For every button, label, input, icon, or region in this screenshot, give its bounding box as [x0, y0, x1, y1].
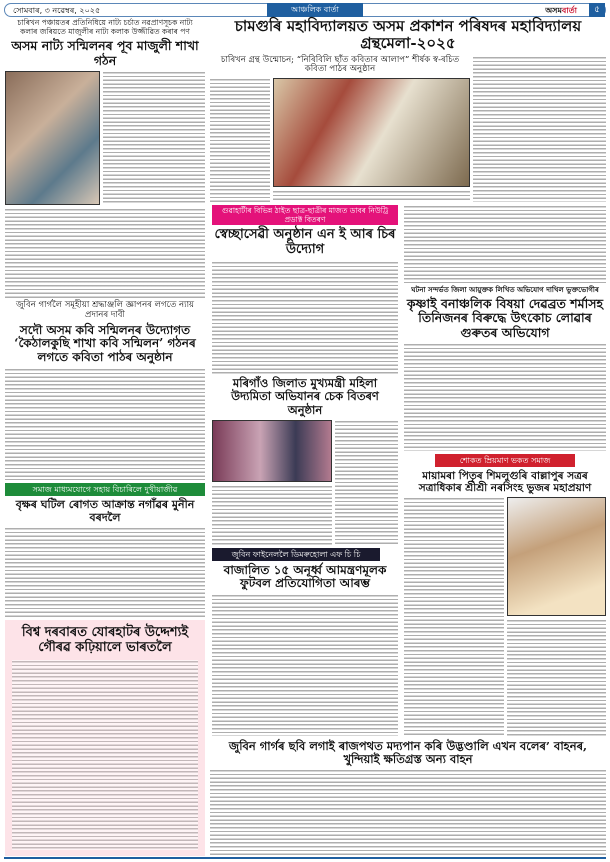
- mahila-body: [335, 420, 398, 545]
- right-column: [404, 205, 606, 736]
- krishnai-body: [404, 343, 606, 451]
- middle-column: [212, 205, 398, 736]
- natya-photo: [5, 71, 100, 205]
- granthamela-inner: [210, 78, 470, 202]
- granthamela-photo-stack: [273, 78, 470, 202]
- natya-body-2: [5, 208, 205, 298]
- mahila-photo: [212, 420, 332, 482]
- mahila-body-2: [212, 485, 332, 545]
- satra-row: [404, 497, 606, 736]
- football-band: জুবিন ফাইনেললৈ ডিমৰুহোলা এফ চি চি: [212, 548, 380, 561]
- mahila-row: [212, 420, 398, 545]
- granthamela-headline: চামগুৰি মহাবিদ্যালয়ত অসম প্ৰকাশন পৰিষদৰ মহাবিদ্যালয় গ্ৰন্থমেলা-২০২৫: [234, 17, 582, 53]
- satra-body-2: [507, 619, 607, 736]
- briksha-band: সমাজ মাধ্যমযোগে সহায় বিচাৰিলে দুখীয়াজীৱ: [5, 483, 205, 496]
- granthamela-body-3: [473, 56, 606, 203]
- natya-row: [5, 71, 205, 205]
- granthamela-body: [210, 78, 270, 202]
- ner-headline: স্বেচ্ছাসেৱী অনুষ্ঠান এন ই আৰ চিৰ উদ্যোগ: [214, 227, 396, 257]
- natya-body: [103, 71, 205, 205]
- krishnai-headline: কৃষ্ণাই বনাঞ্চলিক বিষয়া দেৱব্ৰত শৰ্মাসহ তিনিজনৰ বিৰুদ্ধে উৎকোচ লোৱাৰ গুৰুতৰ অভিযোগ: [406, 296, 604, 340]
- date: সোমবাৰ, ৩ নৱেম্বৰ, ২০২৫: [13, 6, 101, 15]
- satra-headline: মায়ামৰা পিতৃৰ শিমলুগুৰি বাল্লাপুৰ সত্ৰৰ সত্ৰাধিকাৰ শ্ৰীশ্ৰী নৰসিংহ ভুজৰ মহাপ্ৰয়াণ: [418, 469, 592, 494]
- briksha-headline: বৃক্ষৰ ঘটিল ৰোগত আক্ৰান্ত নগাঁৱৰ মুনীন বৰদলৈ: [15, 498, 195, 524]
- ner-band: গুৱাহাটীৰ বিভিন্ন ঠাইত ছাত্ৰ-ছাত্ৰীৰ মাজত ডাবৰ নিউট্ৰি প্ৰডাক্ট বিতৰণ: [212, 205, 398, 225]
- granthamela-subheadline: চাৰিখন গ্ৰন্থ উন্মোচন; “নিৰিবিলি ছাঁত কবিতাৰ আলাপ” শীৰ্ষক স্ব-ৰচিত কবিতা পাঠৰ অনুষ্ঠান: [220, 54, 460, 75]
- madyapan-block: [210, 740, 606, 855]
- footer-rule: [4, 857, 606, 859]
- madyapan-body: [210, 769, 606, 855]
- granthamela-block: [210, 18, 606, 202]
- section-title: আঞ্চলিক বাৰ্তা: [267, 3, 363, 17]
- page-number: ৫: [589, 3, 605, 17]
- football-body: [212, 594, 398, 736]
- granthamela-body-2: [273, 190, 470, 202]
- madyapan-headline: জুবিন গাৰ্গৰ ছবি লগাই ৰাজপথত মদ্যপান কৰি উদ্ভণ্ডালি এখন বলেৰ’ বাহনৰ, খুন্দিয়াই ক্ষতিগ্ৰস্ত অন্য বাহন: [228, 739, 588, 767]
- granthamela-photo: [273, 78, 470, 187]
- kavi-kicker: জুবিন গাৰ্গলৈ সমূহীয়া শ্ৰদ্ধাঞ্জলি জ্ঞাপনৰ লগতে ন্যায় প্ৰদানৰ দাবী: [15, 300, 195, 320]
- left-column: [5, 19, 205, 856]
- page-header: [4, 3, 606, 17]
- masthead-logo: অসমবাৰ্তা: [545, 6, 577, 15]
- bihu-body: [12, 660, 198, 850]
- satra-photo: [507, 497, 607, 616]
- ner-body: [212, 261, 398, 374]
- natya-headline: অসম নাট্য সন্মিলনৰ পূব মাজুলী শাখা গঠন: [11, 38, 199, 68]
- kavi-body: [5, 368, 205, 480]
- briksha-body: [5, 527, 205, 617]
- mahila-headline: মৰিগাঁও জিলাত মুখ্যমন্ত্ৰী মহিলা উদ্যমিতা অভিযানৰ চেক বিতৰণ অনুষ্ঠান: [231, 376, 379, 417]
- krishnai-label: ঘটনা সন্দৰ্ভত জিলা আয়ুক্তক লিখিত অভিযোগ দাখিল ভুক্তভোগীৰ: [411, 285, 599, 294]
- satra-label: শোকত ম্ৰিয়মাণ ভকত সমাজ: [435, 454, 575, 467]
- natya-kicker: চাৰিখন পঞ্চায়তৰ প্ৰতিনিধিয়ে নাট্য চৰ্চাত নৱপ্ৰাণসূচক নাট্য কলাৰ জৰিয়তে মাজুলীৰ নাট্য কলাক উজ্জীৱিত কৰাৰ পণ: [17, 18, 193, 36]
- satra-body: [404, 497, 504, 736]
- bihu-box: [5, 620, 205, 856]
- mahila-left: [212, 420, 332, 545]
- football-headline: বাজালিত ১৫ অনূৰ্ধ্ব আমন্ত্ৰণমূলক ফুটবল প্ৰতিযোগিতা আৰম্ভ: [223, 562, 387, 591]
- satra-right: [507, 497, 607, 736]
- granthamela-row: [210, 56, 606, 203]
- granthamela-body-4: [404, 205, 606, 283]
- kavi-headline: সদৌ অসম কবি সন্মিলনৰ উদ্যোগত ‘কৈঠালকুছি শাখা কবি সন্মিলন’ গঠনৰ লগতে কবিতা পাঠৰ অনুষ্ঠান: [14, 322, 196, 365]
- bihu-headline: বিশ্ব দৰবাৰত যোৰহাটৰ উদ্দেশ্যই গৌৰৱ কঢ়িয়ালে ভাৰতলৈ: [21, 624, 189, 655]
- granthamela-main: [210, 56, 470, 203]
